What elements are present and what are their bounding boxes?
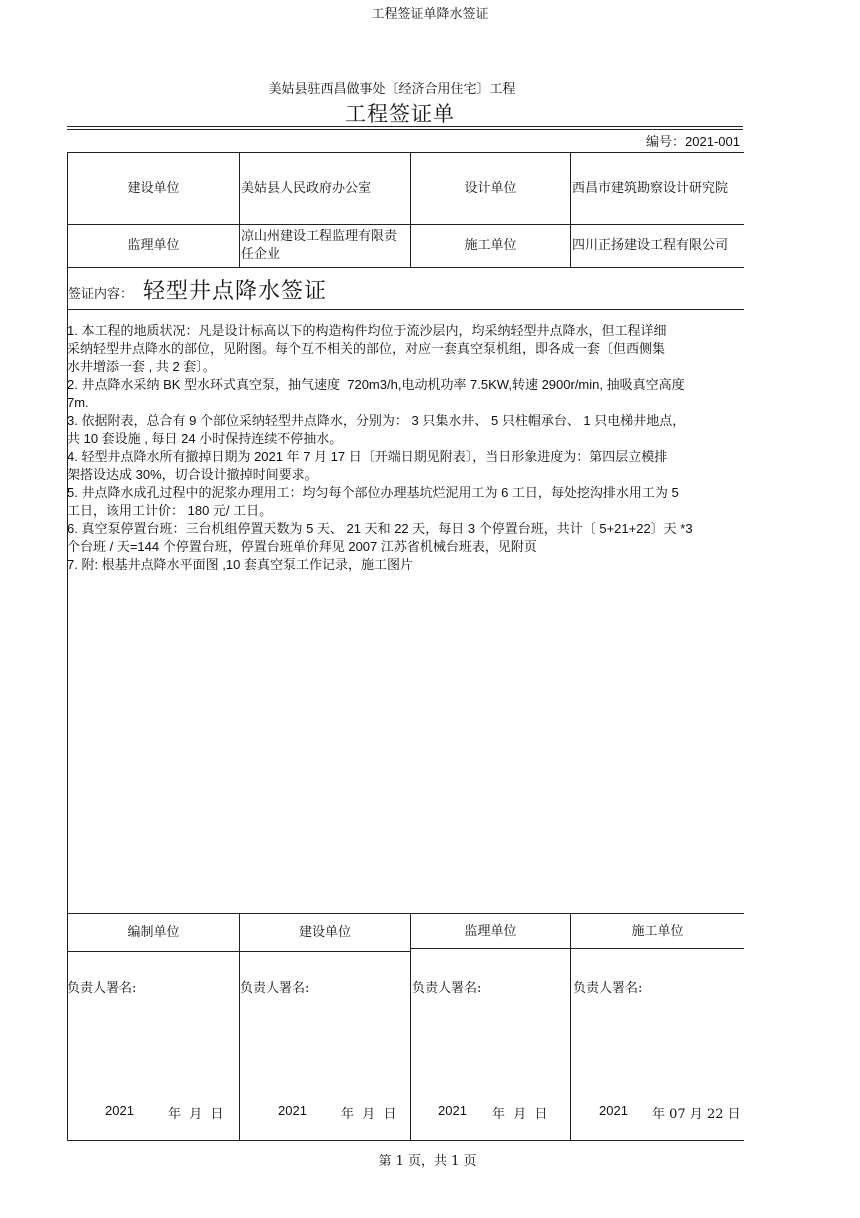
content-paragraph: 4. 轻型井点降水所有撤掉日期为 2021 年 7 月 17 日〔开端日期见附表〕，当日形象进度为：第四层立模排 架搭设达成 30%，切合设计撤掉时间要求。 bbox=[67, 449, 668, 482]
client-value: 美姑县人民政府办公室 bbox=[241, 180, 372, 196]
signature-year: 2021 bbox=[599, 1103, 628, 1118]
signature-date: 年 月 日 bbox=[492, 1107, 548, 1122]
signer-label: 负责人署名: bbox=[412, 981, 482, 996]
signature-unit: 编制单位 bbox=[127, 924, 180, 940]
form-title: 工程签证单 bbox=[345, 102, 455, 126]
table-border bbox=[239, 152, 240, 267]
signer-label: 负责人署名: bbox=[240, 981, 310, 996]
signature-year: 2021 bbox=[438, 1103, 467, 1118]
client-label: 建设单位 bbox=[127, 180, 180, 196]
content-label: 签证内容： bbox=[68, 287, 134, 302]
signature-year: 2021 bbox=[278, 1103, 307, 1118]
document-header: 工程签证单降水签证 bbox=[371, 7, 489, 22]
table-border bbox=[67, 267, 744, 268]
design-label: 设计单位 bbox=[464, 180, 517, 196]
signature-year: 2021 bbox=[105, 1103, 134, 1118]
contractor-label: 施工单位 bbox=[464, 238, 517, 253]
content-paragraph: 2. 井点降水采纳 BK 型水环式真空泵，抽气速度 720m3/h,电动机功率 7.5KW,转速 2900r/min, 抽吸真空高度 7m. bbox=[67, 377, 685, 410]
signature-unit: 建设单位 bbox=[298, 924, 351, 940]
signature-date: 年 07 月 22 日 bbox=[652, 1107, 741, 1122]
table-border bbox=[67, 1140, 744, 1141]
supervisor-label: 监理单位 bbox=[127, 238, 180, 253]
page-footer: 第 1 页，共 1 页 bbox=[378, 1154, 477, 1169]
contractor-value: 四川正扬建设工程有限公司 bbox=[572, 238, 729, 253]
signature-date: 年 月 日 bbox=[168, 1107, 224, 1122]
serial-label: 编号： bbox=[646, 134, 686, 149]
content-title: 轻型井点降水签证 bbox=[143, 279, 328, 304]
title-rule-bottom bbox=[67, 129, 743, 130]
signature-unit: 施工单位 bbox=[631, 923, 684, 939]
content-body bbox=[67, 322, 727, 574]
content-paragraph: 7. 附: 根基井点降水平面图 ,10 套真空泵工作记录，施工图片 bbox=[67, 557, 413, 572]
title-rule-top bbox=[67, 126, 743, 127]
signature-date: 年 月 日 bbox=[341, 1107, 397, 1122]
project-name: 美姑县驻西昌做事处〔经济合用住宅〕工程 bbox=[268, 82, 516, 97]
content-paragraph: 5. 井点降水成孔过程中的泥浆办理用工：均匀每个部位办理基坑烂泥用工为 6 工日，每处挖沟排水用工为 5 工日，该用工计价： 180 元/ 工日。 bbox=[67, 485, 679, 518]
content-paragraph: 1. 本工程的地质状况：凡是设计标高以下的构造构件均位于流沙层内，均采纳轻型井点降水，但工程详细 采纳轻型井点降水的部位，见附图。每个互不相关的部位，对应一套真空泵机组，即各成一套〔但西侧集 水井增添一套 , 共 2 套〕。 bbox=[67, 323, 667, 374]
table-border bbox=[570, 152, 571, 267]
supervisor-value: 凉山州建设工程监理有限责任企业 bbox=[241, 229, 398, 262]
signature-unit: 监理单位 bbox=[464, 923, 517, 939]
design-value: 西昌市建筑勘察设计研究院 bbox=[572, 180, 729, 196]
content-paragraph: 6. 真空泵停置台班：三台机组停置天数为 5 天、 21 天和 22 天，每日 3 个停置台班，共计〔 5+21+22〕天 *3 个台班 / 天=144 个停置台班，停置台班单价拜见 2007 江苏省机械台班表，见附页 bbox=[67, 521, 693, 554]
table-border bbox=[67, 309, 744, 310]
signer-label: 负责人署名: bbox=[67, 981, 137, 996]
signer-label: 负责人署名: bbox=[573, 981, 643, 996]
serial-number bbox=[560, 131, 740, 150]
serial-value: 2021-001 bbox=[685, 134, 740, 149]
content-paragraph: 3. 依据附表，总合有 9 个部位采纳轻型井点降水，分别为： 3 只集水井、 5 只柱帽承台、 1 只电梯井地点， 共 10 套设施 , 每日 24 小时保持连续不停抽水。 bbox=[67, 413, 686, 446]
